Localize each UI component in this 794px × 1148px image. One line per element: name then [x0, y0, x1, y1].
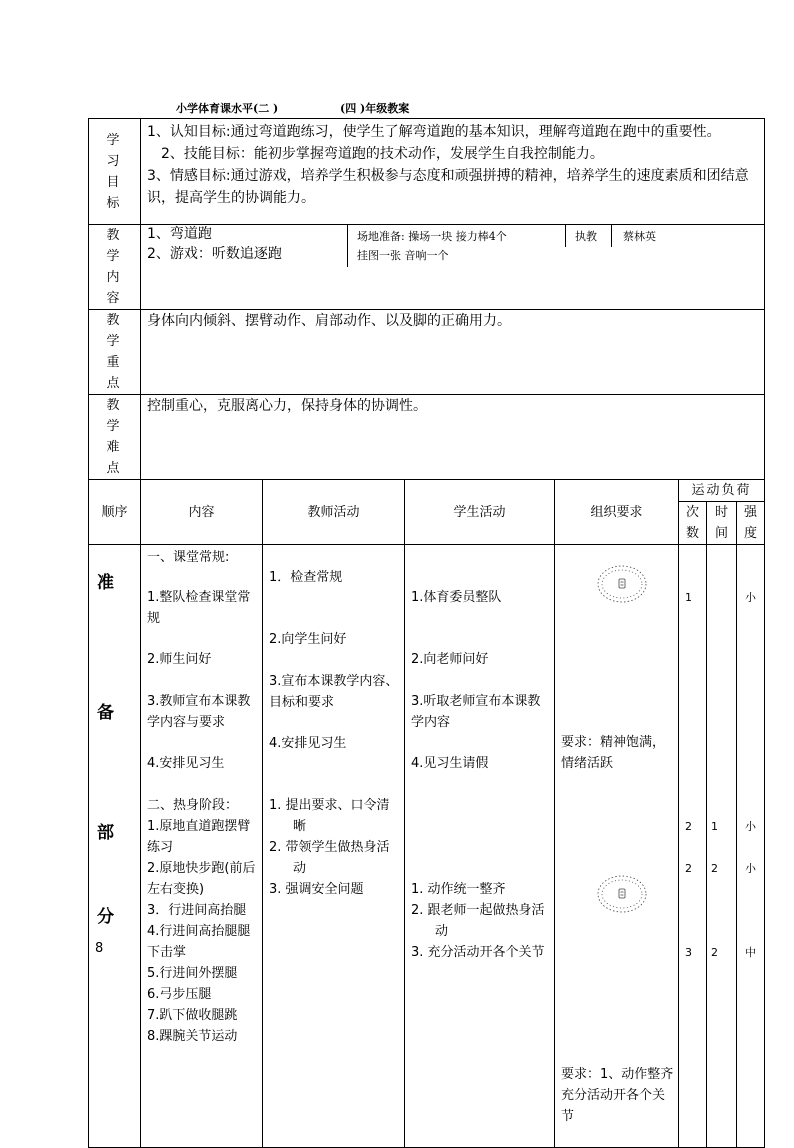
load-times-3: 2 — [685, 862, 692, 875]
section-cell — [89, 545, 141, 1148]
intensity-cell — [737, 545, 765, 1148]
load-duration-3: 2 — [711, 862, 718, 875]
duration-cell — [707, 545, 737, 1148]
load-times-2: 2 — [685, 820, 692, 833]
header-order: 顺序 — [89, 480, 141, 545]
org-requirement-2: 要求：1、动作整齐充分活动开各个关节 — [561, 1067, 674, 1124]
lesson-plan-table — [88, 118, 765, 1148]
goal-line-1: 1、认知目标:通过弯道跑练习，使学生了解弯道跑的基本知识，理解弯道跑在跑中的重要性。 — [147, 124, 721, 140]
teacher-name: 蔡林英 — [623, 230, 656, 243]
student-item-2: 2.向老师问好 — [411, 652, 489, 667]
content-item-2: 2、游戏：听数追逐跑 — [147, 246, 282, 262]
title-part1: 小学体育课水平(二 ) — [176, 102, 279, 115]
goals-label: 学习目标 — [89, 119, 141, 225]
warmup-item-7: 7.趴下做收腿跳 — [147, 1008, 238, 1023]
formation-circle-1-icon — [593, 561, 651, 607]
content-label: 教学内容 — [89, 225, 141, 310]
load-times-4: 3 — [685, 946, 692, 959]
section-char-1: 准 — [97, 573, 114, 593]
difficulty-text: 控制重心，克服离心力，保持身体的协调性。 — [141, 395, 765, 480]
section-char-3: 部 — [97, 823, 114, 843]
warmup-item-1: 1.原地直道跑摆臂练习 — [147, 819, 251, 855]
goals-text — [141, 119, 765, 225]
warmup-item-3: 3．行进间高抬腿 — [147, 903, 247, 918]
header-load: 运动负荷 — [679, 480, 765, 502]
header-org: 组织要求 — [555, 480, 679, 545]
content-cell — [141, 545, 263, 1148]
student-activity-cell — [405, 545, 555, 1148]
org-requirement-1: 要求：精神饱满，情绪活跃 — [561, 735, 666, 771]
warmup-item-8: 8.踝腕关节运动 — [147, 1029, 238, 1044]
goal-line-3: 3、情感目标:通过游戏，培养学生积极参与态度和顽强拼搏的精神，培养学生的速度素质和团结意识，提高学生的协调能力。 — [147, 168, 749, 206]
warmup-item-5: 5.行进间外摆腿 — [147, 966, 238, 981]
load-intensity-2: 小 — [745, 820, 756, 833]
student-item-1: 1.体育委员整队 — [411, 590, 502, 605]
difficulty-label: 教学难点 — [89, 395, 141, 480]
teacher-item-4: 4.安排见习生 — [269, 736, 347, 751]
load-duration-2: 1 — [711, 820, 718, 833]
load-times-1: 1 — [685, 591, 692, 604]
header-duration: 时间 — [707, 502, 737, 545]
title-part2: (四 )年级教案 — [340, 102, 410, 115]
routine-item-4: 4.安排见习生 — [147, 756, 225, 771]
teacher-warmup-3: 3. 强调安全问题 — [269, 882, 364, 897]
section-char-4: 分 — [97, 907, 114, 927]
venue-line-2: 挂图一张 音响一个 — [357, 249, 449, 262]
load-intensity-4: 中 — [745, 946, 756, 959]
key-point-text: 身体向内倾斜、摆臂动作、肩部动作、以及脚的正确用力。 — [141, 310, 765, 395]
teacher-warmup-1: 1. 提出要求、口令清晰 — [269, 798, 390, 834]
content-item-1: 1、弯道跑 — [147, 226, 212, 242]
load-duration-4: 2 — [711, 946, 718, 959]
venue-line-1: 场地准备: 操场一块 接力棒4个 — [357, 230, 507, 243]
student-item-3: 3.听取老师宣布本课教学内容 — [411, 694, 541, 730]
routine-item-1: 1.整队检查课堂常规 — [147, 590, 251, 626]
warmup-title: 二、热身阶段： — [147, 798, 239, 813]
student-warmup-2: 2. 跟老师一起做热身活动 — [411, 903, 545, 939]
header-intensity: 强度 — [737, 502, 765, 545]
routine-item-3: 3.教师宣布本课教学内容与要求 — [147, 694, 251, 730]
times-cell — [679, 545, 707, 1148]
header-times: 次数 — [679, 502, 707, 545]
warmup-item-4: 4.行进间高抬腿腿下击掌 — [147, 924, 251, 960]
teacher-activity-cell — [263, 545, 405, 1148]
load-intensity-1: 小 — [745, 591, 756, 604]
teacher-item-2: 2.向学生问好 — [269, 632, 347, 647]
section-minutes: 8 — [95, 941, 104, 956]
header-content: 内容 — [141, 480, 263, 545]
routine-item-2: 2.师生问好 — [147, 652, 212, 667]
formation-circle-2-icon — [593, 871, 651, 917]
teacher-label: 执教 — [575, 230, 597, 243]
teacher-item-1: 1．检查常规 — [269, 570, 343, 585]
load-intensity-3: 小 — [745, 862, 756, 875]
routine-title: 一、课堂常规: — [147, 550, 230, 565]
teacher-warmup-2: 2. 带领学生做热身活动 — [269, 840, 390, 876]
goal-line-2: 2、技能目标：能初步掌握弯道跑的技术动作，发展学生自我控制能力。 — [161, 146, 604, 162]
student-warmup-1: 1. 动作统一整齐 — [411, 882, 506, 897]
teacher-item-3: 3.宣布本课教学内容、目标和要求 — [269, 674, 399, 710]
key-point-label: 教学重点 — [89, 310, 141, 395]
organization-cell — [555, 545, 679, 1148]
student-item-4: 4.见习生请假 — [411, 756, 489, 771]
student-warmup-3: 3. 充分活动开各个关节 — [411, 945, 545, 960]
warmup-item-6: 6.弓步压腿 — [147, 987, 212, 1002]
warmup-item-2: 2.原地快步跑(前后左右变换) — [147, 861, 256, 897]
header-teacher: 教师活动 — [263, 480, 405, 545]
section-char-2: 备 — [97, 703, 114, 723]
header-student: 学生活动 — [405, 480, 555, 545]
